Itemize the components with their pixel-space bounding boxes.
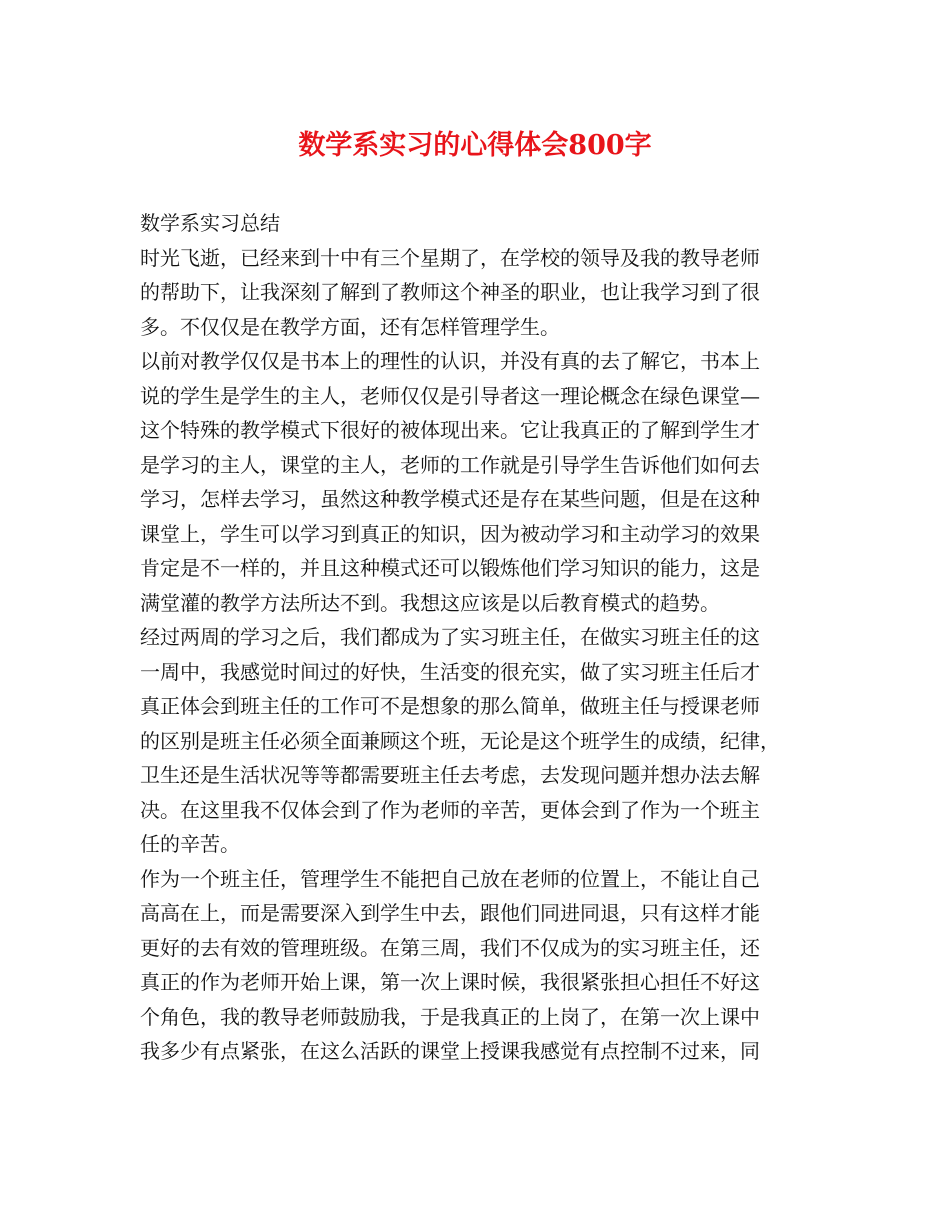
text-line: 肯定是不一样的，并且这种模式还可以锻炼他们学习知识的能力，这是	[140, 556, 760, 580]
text-line: 课堂上，学生可以学习到真正的知识，因为被动学习和主动学习的效果	[140, 521, 760, 546]
text-line: 的区别是班主任必须全面兼顾这个班，无论是这个班学生的成绩，纪律，	[140, 728, 780, 753]
text-line: 作为一个班主任，管理学生不能把自己放在老师的位置上，不能让自己	[140, 866, 760, 891]
text-line: 一周中，我感觉时间过的好快，生活变的很充实，做了实习班主任后才	[140, 659, 760, 684]
text-line: 真正体会到班主任的工作可不是想象的那么简单，做班主任与授课老师	[140, 694, 760, 718]
text-line: 说的学生是学生的主人，老师仅仅是引导者这一理论概念在绿色课堂—	[140, 383, 760, 408]
text-line: 我多少有点紧张，在这么活跃的课堂上授课我感觉有点控制不过来，同	[140, 1039, 760, 1063]
text-line: 更好的去有效的管理班级。在第三周，我们不仅成为的实习班主任，还	[140, 935, 760, 960]
text-line: 个角色，我的教导老师鼓励我，于是我真正的上岗了，在第一次上课中	[140, 1004, 760, 1029]
text-line: 经过两周的学习之后，我们都成为了实习班主任，在做实习班主任的这	[140, 625, 760, 649]
text-line: 学习，怎样去学习，虽然这种教学模式还是存在某些问题，但是在这种	[140, 487, 760, 511]
text-line: 是学习的主人，课堂的主人，老师的工作就是引导学生告诉他们如何去	[140, 452, 760, 477]
text-line: 这个特殊的教学模式下很好的被体现出来。它让我真正的了解到学生才	[140, 418, 760, 442]
document-body	[140, 206, 820, 1069]
text-line: 真正的作为老师开始上课，第一次上课时候，我很紧张担心担任不好这	[140, 970, 760, 994]
text-line: 任的辛苦。	[140, 832, 240, 856]
text-line: 多。不仅仅是在教学方面，还有怎样管理学生。	[140, 314, 560, 339]
text-line: 的帮助下，让我深刻了解到了教师这个神圣的职业，也让我学习到了很	[140, 280, 760, 304]
text-line: 高高在上，而是需要深入到学生中去，跟他们同进同退，只有这样才能	[140, 901, 760, 925]
text-line: 满堂灌的教学方法所达不到。我想这应该是以后教育模式的趋势。	[140, 590, 720, 615]
text-line: 时光飞逝，已经来到十中有三个星期了，在学校的领导及我的教导老师	[140, 245, 760, 270]
text-line: 以前对教学仅仅是书本上的理性的认识，并没有真的去了解它，书本上	[140, 349, 760, 373]
text-line: 决。在这里我不仅体会到了作为老师的辛苦，更体会到了作为一个班主	[140, 797, 760, 822]
text-line: 卫生还是生活状况等等都需要班主任去考虑，去发现问题并想办法去解	[140, 763, 760, 787]
document-title: 数学系实习的心得体会800字	[298, 130, 652, 161]
text-line: 数学系实习总结	[140, 211, 280, 235]
